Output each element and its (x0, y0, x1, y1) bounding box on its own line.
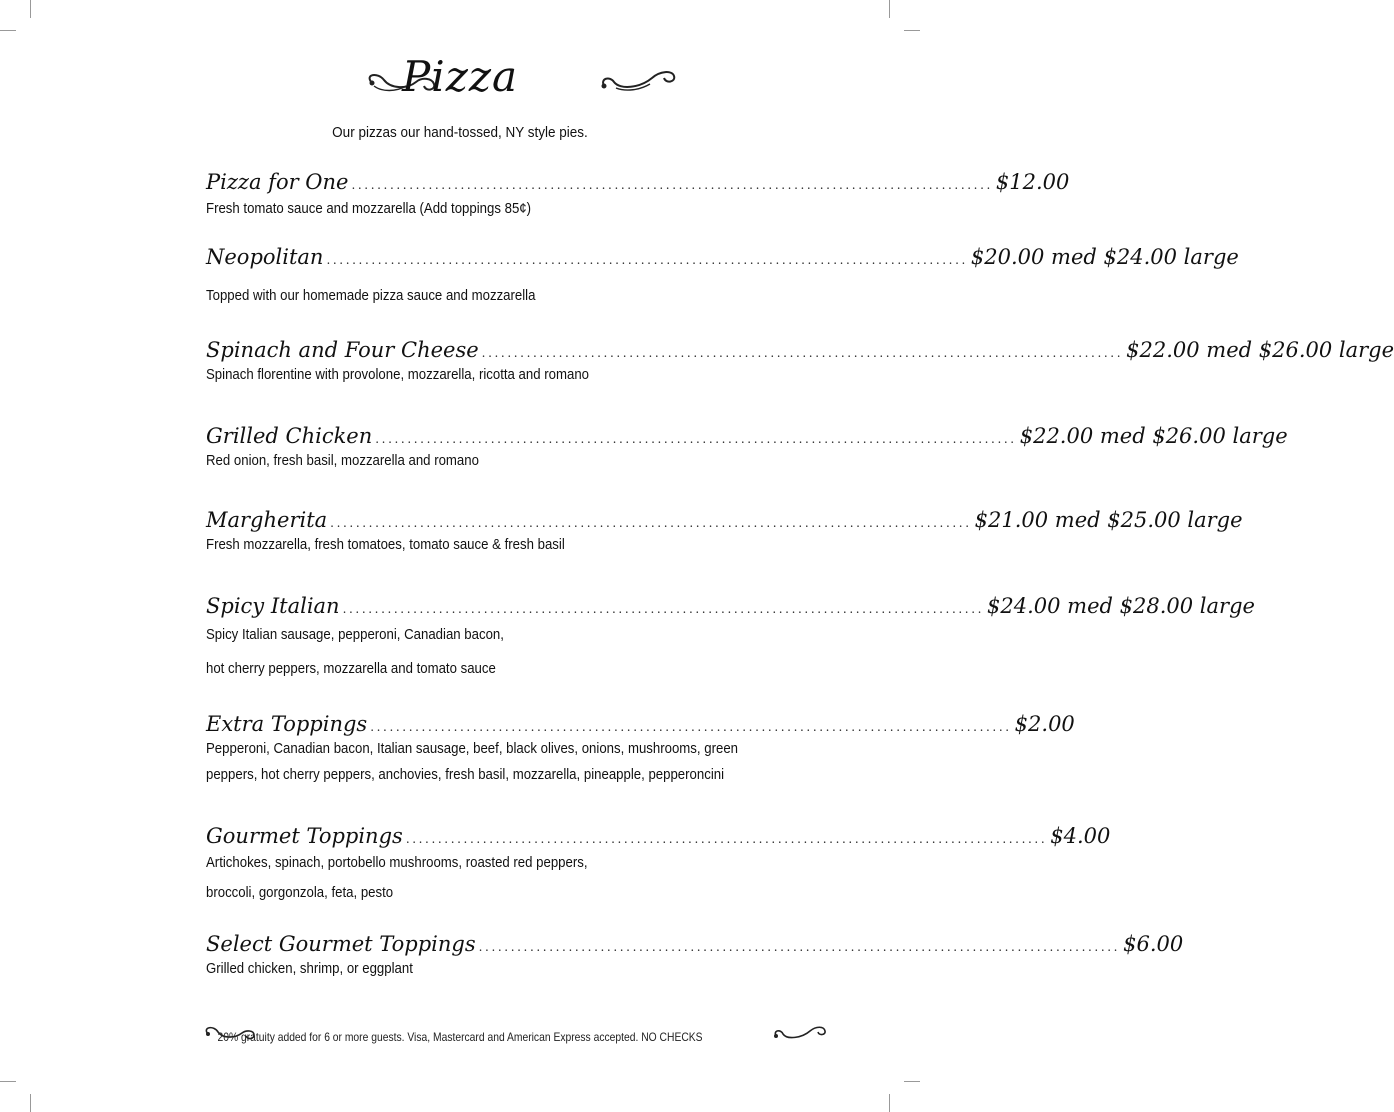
menu-subtitle: Our pizzas our hand-tossed, NY style pies. (332, 124, 588, 141)
description-line: Topped with our homemade pizza sauce and mozzarella (206, 287, 536, 304)
crop-mark (889, 0, 890, 18)
item-description (206, 532, 757, 558)
item-name: Pizza for One (206, 170, 349, 194)
leader-dots: .................................................................................................... (342, 602, 985, 616)
menu-item-select-gourmet-toppings (206, 932, 1184, 982)
crop-mark (30, 1094, 31, 1112)
description-line: Spicy Italian sausage, pepperoni, Canadian bacon, (206, 626, 504, 643)
menu-item-grilled-chicken (206, 424, 1288, 474)
item-price: $6.00 (1123, 932, 1184, 956)
description-line: broccoli, gorgonzola, feta, pesto (206, 884, 394, 901)
description-line: Artichokes, spinach, portobello mushrooms, roasted red peppers, (206, 854, 588, 871)
leader-dots: .................................................................................................... (405, 832, 1048, 846)
crop-mark (0, 30, 16, 31)
item-price: $12.00 (995, 170, 1070, 194)
menu-item-gourmet-toppings (206, 824, 1111, 908)
description-line: Pepperoni, Canadian bacon, Italian sausage, beef, black olives, onions, mushrooms, green (206, 740, 739, 757)
item-price: $22.00 med $26.00 large (1126, 338, 1394, 362)
item-description (206, 448, 762, 474)
item-price: $4.00 (1050, 824, 1111, 848)
item-description (206, 362, 762, 388)
crop-mark (904, 30, 920, 31)
item-price: $24.00 med $28.00 large (987, 594, 1255, 618)
item-description (206, 736, 762, 788)
item-description (206, 618, 757, 686)
flourish-right-icon (596, 66, 680, 96)
item-description (206, 283, 762, 309)
item-name: Neopolitan (206, 245, 324, 269)
leader-dots: .................................................................................................... (326, 253, 968, 267)
item-price: $2.00 (1014, 712, 1075, 736)
flourish-footer-right-icon (770, 1022, 828, 1044)
menu-item-margherita (206, 508, 1243, 558)
leader-dots: .................................................................................................... (370, 720, 1012, 734)
item-description (206, 196, 757, 222)
menu-item-spicy-italian (206, 594, 1255, 686)
menu-item-neopolitan (206, 245, 1239, 309)
description-line: Grilled chicken, shrimp, or eggplant (206, 960, 413, 977)
page-title: Pizza (402, 52, 518, 101)
item-price: $20.00 med $24.00 large (970, 245, 1239, 269)
item-name: Extra Toppings (206, 712, 368, 736)
description-line: Red onion, fresh basil, mozzarella and romano (206, 452, 479, 469)
leader-dots: .................................................................................................... (375, 432, 1017, 446)
item-name: Gourmet Toppings (206, 824, 403, 848)
description-line: hot cherry peppers, mozzarella and tomato sauce (206, 660, 496, 677)
menu-header (0, 52, 920, 122)
description-line: peppers, hot cherry peppers, anchovies, fresh basil, mozzarella, pineapple, pepperoncini (206, 766, 725, 783)
crop-mark (30, 0, 31, 18)
item-price: $22.00 med $26.00 large (1019, 424, 1288, 448)
menu-item-spinach-four-cheese (206, 338, 1394, 388)
item-description (206, 848, 757, 908)
description-line: Spinach florentine with provolone, mozzarella, ricotta and romano (206, 366, 590, 383)
item-description (206, 956, 757, 982)
description-line: Fresh mozzarella, fresh tomatoes, tomato sauce & fresh basil (206, 536, 565, 553)
crop-mark (904, 1081, 920, 1082)
item-name: Spicy Italian (206, 594, 340, 618)
crop-mark (0, 1081, 16, 1082)
crop-mark (889, 1094, 890, 1112)
leader-dots: .................................................................................................... (351, 178, 993, 192)
footer-text: 20% gratuity added for 6 or more guests. Visa, Mastercard and American Express accepted. NO CHECKS (217, 1030, 703, 1044)
menu-item-pizza-for-one (206, 170, 1070, 222)
item-name: Grilled Chicken (206, 424, 373, 448)
item-name: Select Gourmet Toppings (206, 932, 476, 956)
item-name: Margherita (206, 508, 328, 532)
item-price: $21.00 med $25.00 large (974, 508, 1243, 532)
leader-dots: .................................................................................................... (330, 516, 972, 530)
menu-item-extra-toppings (206, 712, 1075, 788)
item-name: Spinach and Four Cheese (206, 338, 479, 362)
leader-dots: .................................................................................................... (478, 940, 1121, 954)
leader-dots: .................................................................................................... (481, 346, 1124, 360)
description-line: Fresh tomato sauce and mozzarella (Add toppings 85¢) (206, 200, 532, 217)
